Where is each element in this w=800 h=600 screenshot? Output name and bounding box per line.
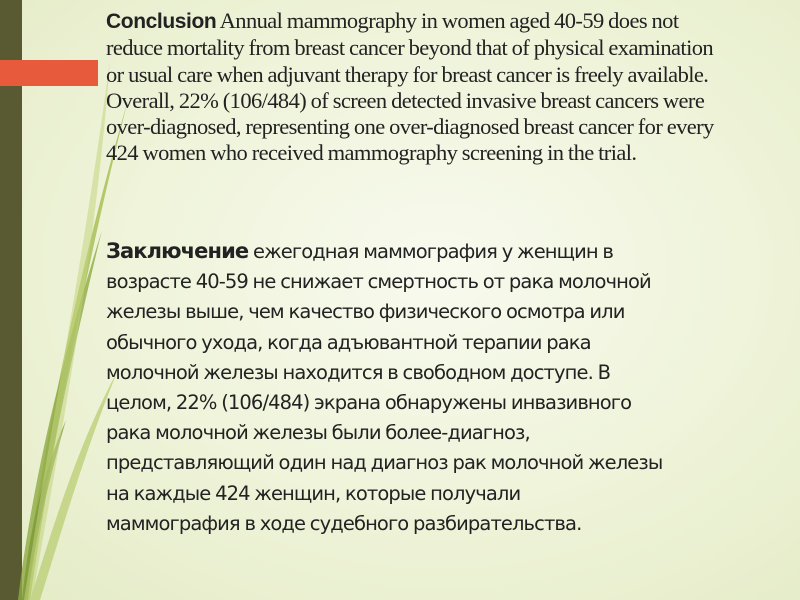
english-line-1: Annual mammography in women aged 40-59 does not [219,8,679,33]
english-line-5: over-diagnosed, representing one over-diagnosed breast cancer for every [106,114,714,140]
english-line-6: 424 women who received mammography screening in the trial. [106,140,637,166]
grass-blade [24,60,110,600]
english-heading: Conclusion [106,10,217,33]
russian-first-line [106,236,706,267]
russian-line-7: рака молочной железы были более-диагноз, [106,421,530,445]
english-first-line [106,8,706,35]
russian-line-3: железы выше, чем качество физического осмотра или [106,300,625,324]
russian-line-9: на каждые 424 женщин, которые получали [106,481,521,505]
russian-conclusion [106,236,706,539]
russian-line-1: ежегодная маммография у женщин в [252,240,614,263]
russian-line-6: целом, 22% (106/484) экрана обнаружены инвазивного [106,391,632,415]
russian-heading: Заключение [106,239,249,263]
russian-line-5: молочной железы находится в свободном доступе. В [106,360,611,384]
russian-line-2: возрасте 40-59 не снижает смертность от рака молочной [106,270,651,294]
russian-line-10: маммография в ходе судебного разбирательства. [106,511,582,535]
english-line-2: reduce mortality from breast cancer beyond that of physical examination [106,35,714,61]
russian-line-8: представляющий один над диагноз рак молочной железы [106,451,663,475]
russian-line-4: обычного ухода, когда адъювантной терапии рака [106,330,591,354]
english-conclusion [106,8,714,167]
english-line-3: or usual care when adjuvant therapy for breast cancer is freely available. [106,61,709,87]
english-line-4: Overall, 22% (106/484) of screen detected invasive breast cancers were [106,87,705,113]
